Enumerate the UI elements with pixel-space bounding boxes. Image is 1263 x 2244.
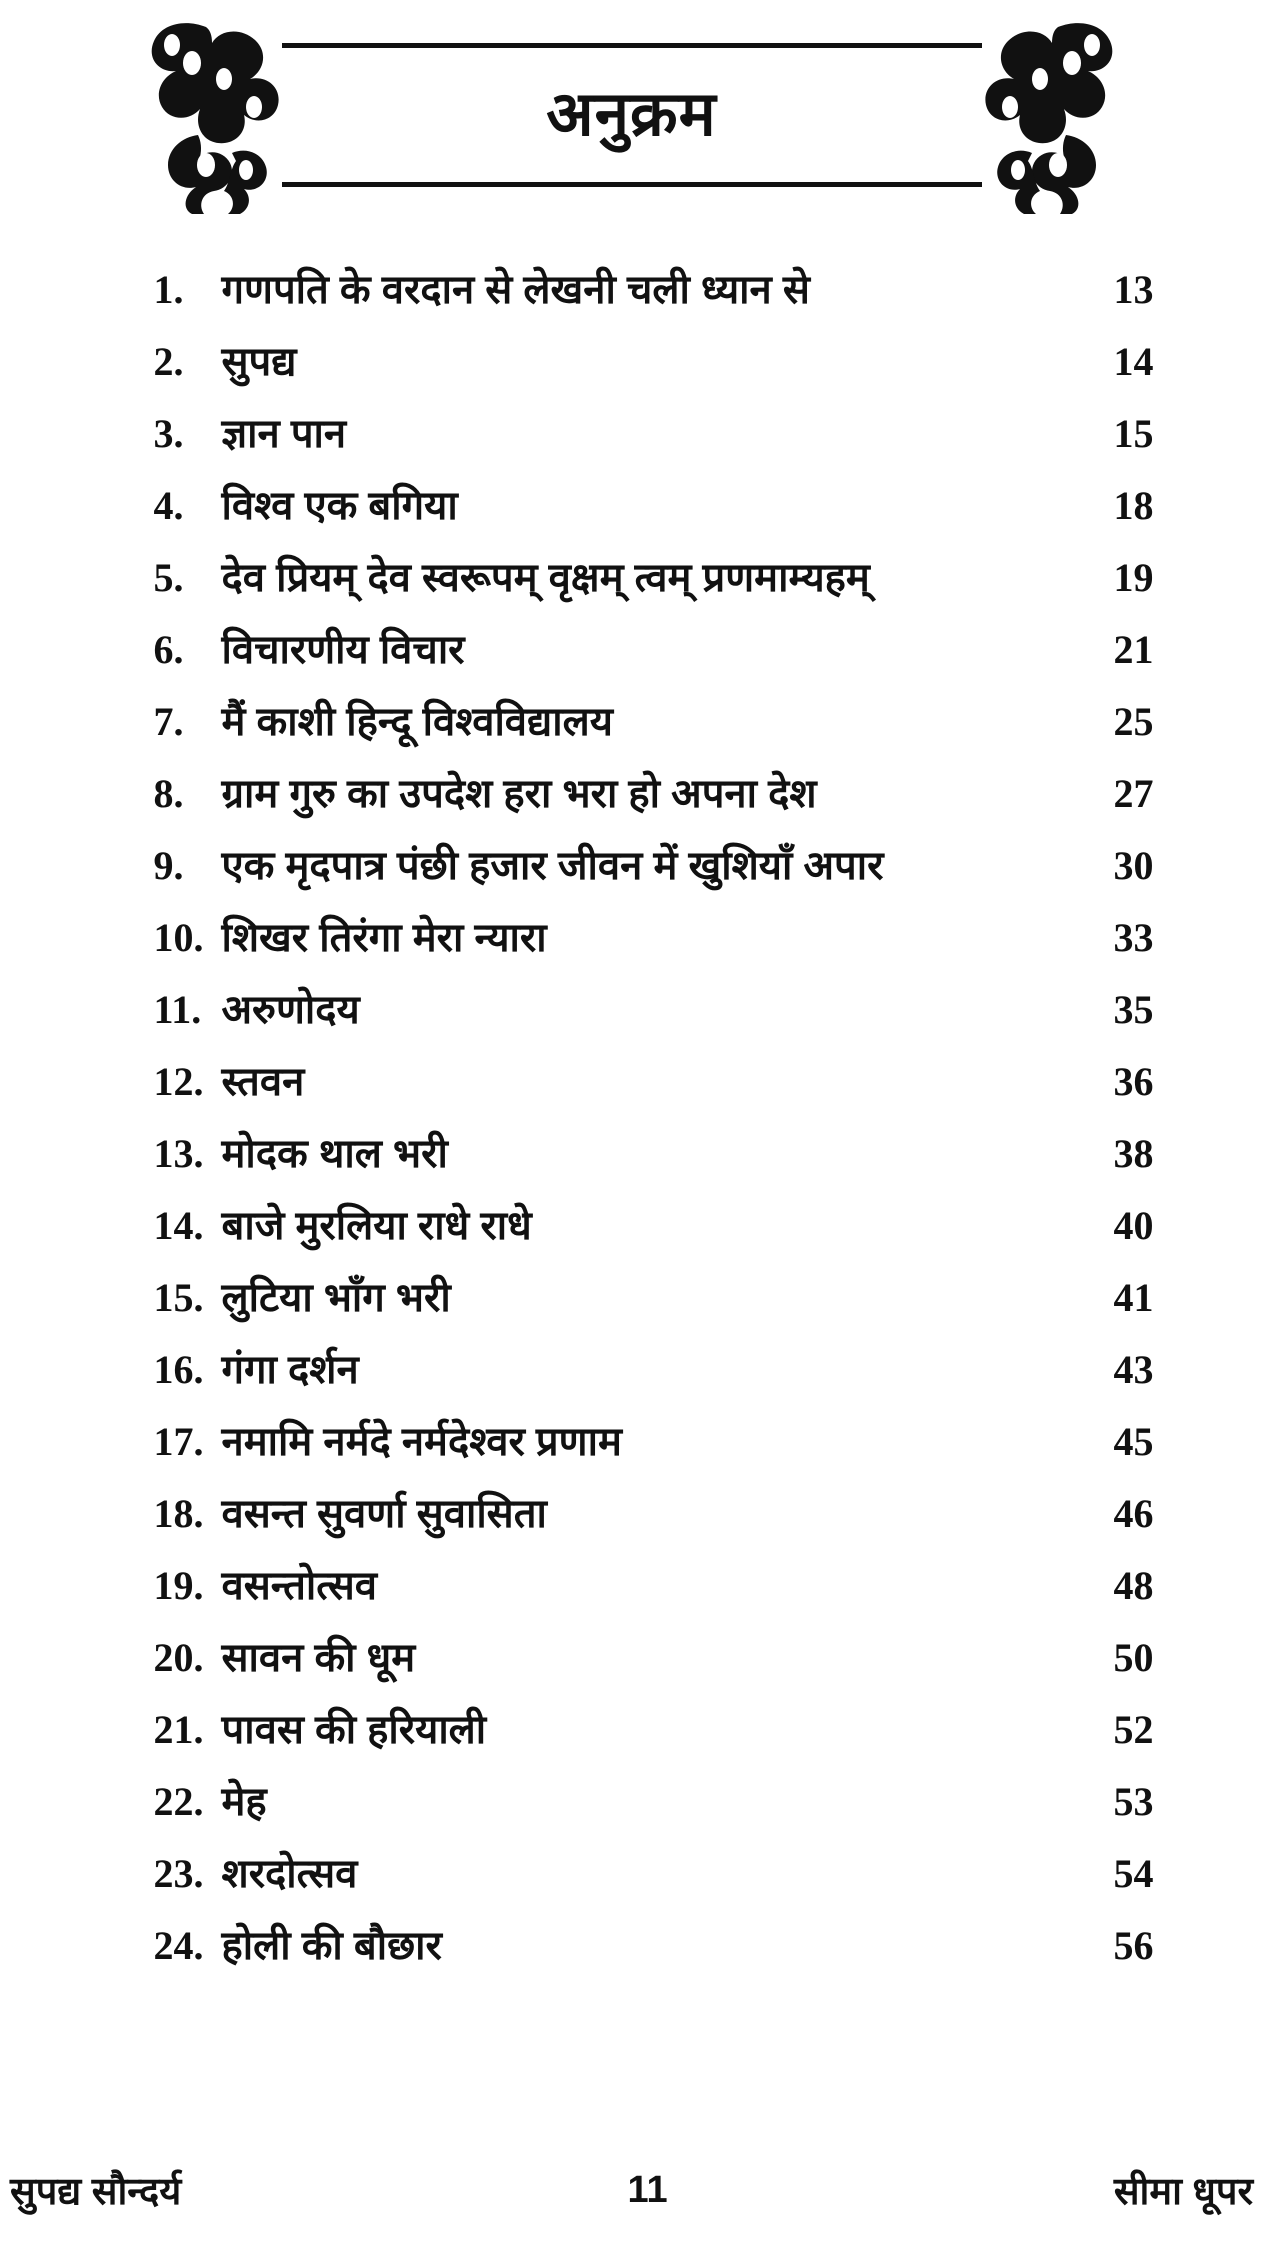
toc-entry-page: 15 xyxy=(1113,411,1154,456)
toc-entry-page: 56 xyxy=(1113,1923,1154,1968)
toc-entry[interactable] xyxy=(92,1268,1172,1340)
toc-entry[interactable] xyxy=(92,1556,1172,1628)
header-rule-bottom xyxy=(282,182,982,187)
toc-entry-number: 9. xyxy=(153,843,184,888)
toc-entry-number: 21. xyxy=(153,1707,204,1752)
toc-entry-title: वसन्त सुवर्णा सुवासिता xyxy=(221,1492,547,1536)
toc-entry[interactable] xyxy=(92,620,1172,692)
toc-entry-number: 10. xyxy=(153,915,204,960)
toc-entry-number: 23. xyxy=(153,1851,204,1896)
toc-entry-number: 4. xyxy=(153,483,184,528)
toc-entry-title: वसन्तोत्सव xyxy=(221,1564,377,1608)
toc-entry-number: 11. xyxy=(153,987,202,1032)
toc-entry[interactable] xyxy=(92,1916,1172,1988)
toc-entry-title: नमामि नर्मदे नर्मदेश्वर प्रणाम xyxy=(221,1420,622,1464)
toc-entry-title: मैं काशी हिन्दू विश्वविद्यालय xyxy=(221,700,613,744)
toc-entry-title: ग्राम गुरु का उपदेश हरा भरा हो अपना देश xyxy=(221,772,817,816)
toc-entry-page: 33 xyxy=(1113,915,1154,960)
header-rule-top xyxy=(282,43,982,48)
toc-entry[interactable] xyxy=(92,1484,1172,1556)
toc-entry-number: 7. xyxy=(153,699,184,744)
toc-entry-title: ज्ञान पान xyxy=(221,412,347,456)
toc-entry-page: 13 xyxy=(1113,267,1154,312)
table-of-contents xyxy=(92,260,1172,1988)
toc-entry-page: 50 xyxy=(1113,1635,1154,1680)
toc-entry[interactable] xyxy=(92,1844,1172,1916)
toc-entry[interactable] xyxy=(92,1052,1172,1124)
toc-entry-number: 2. xyxy=(153,339,184,384)
toc-entry-page: 30 xyxy=(1113,843,1154,888)
toc-entry-page: 14 xyxy=(1113,339,1154,384)
toc-entry-title: मोदक थाल भरी xyxy=(221,1132,448,1176)
footer-book-title: सुपद्य सौन्दर्य xyxy=(10,2171,182,2213)
toc-entry-number: 13. xyxy=(153,1131,204,1176)
toc-entry-title: होली की बौछार xyxy=(221,1924,442,1968)
toc-entry[interactable] xyxy=(92,1772,1172,1844)
toc-entry-number: 8. xyxy=(153,771,184,816)
toc-entry-title: स्तवन xyxy=(221,1060,305,1104)
header-ornament-band xyxy=(132,15,1132,215)
toc-entry[interactable] xyxy=(92,476,1172,548)
toc-entry[interactable] xyxy=(92,692,1172,764)
toc-entry-title: देव प्रियम् देव स्वरूपम् वृक्षम् त्वम् प्रणमाम्यहम् xyxy=(221,556,870,600)
toc-entry-title: सावन की धूम xyxy=(221,1636,416,1680)
toc-entry-number: 20. xyxy=(153,1635,204,1680)
toc-entry-title: मेह xyxy=(221,1780,267,1824)
toc-entry-page: 21 xyxy=(1113,627,1154,672)
toc-entry-title: शरदोत्सव xyxy=(221,1852,358,1896)
toc-entry-title: शिखर तिरंगा मेरा न्यारा xyxy=(221,916,547,960)
toc-entry[interactable] xyxy=(92,908,1172,980)
toc-entry-page: 36 xyxy=(1113,1059,1154,1104)
toc-entry-title: गंगा दर्शन xyxy=(221,1348,359,1392)
toc-entry-number: 15. xyxy=(153,1275,204,1320)
toc-entry-number: 17. xyxy=(153,1419,204,1464)
toc-entry-page: 19 xyxy=(1113,555,1154,600)
toc-entry-number: 19. xyxy=(153,1563,204,1608)
toc-entry-page: 41 xyxy=(1113,1275,1154,1320)
toc-entry-page: 35 xyxy=(1113,987,1154,1032)
toc-entry-title: विचारणीय विचार xyxy=(221,628,465,672)
toc-entry[interactable] xyxy=(92,1628,1172,1700)
toc-entry-page: 38 xyxy=(1113,1131,1154,1176)
toc-entry-title: सुपद्य xyxy=(221,340,297,384)
toc-entry[interactable] xyxy=(92,548,1172,620)
toc-entry-number: 18. xyxy=(153,1491,204,1536)
toc-entry-title: एक मृदपात्र पंछी हजार जीवन में खुशियाँ अपार xyxy=(221,844,884,888)
toc-entry[interactable] xyxy=(92,1412,1172,1484)
toc-entry-title: पावस की हरियाली xyxy=(221,1708,487,1752)
toc-entry-page: 48 xyxy=(1113,1563,1154,1608)
footer-page-number: 11 xyxy=(627,2168,668,2211)
toc-entry-title: अरुणोदय xyxy=(221,988,360,1032)
toc-entry-page: 54 xyxy=(1113,1851,1154,1896)
toc-entry-page: 25 xyxy=(1113,699,1154,744)
toc-entry-number: 22. xyxy=(153,1779,204,1824)
toc-entry[interactable] xyxy=(92,1700,1172,1772)
header-rules xyxy=(282,15,982,215)
toc-entry-title: विश्व एक बगिया xyxy=(221,484,458,528)
toc-entry[interactable] xyxy=(92,332,1172,404)
toc-entry[interactable] xyxy=(92,260,1172,332)
footer-author-name: सीमा धूपर xyxy=(1113,2171,1253,2213)
toc-entry-number: 14. xyxy=(153,1203,204,1248)
toc-entry[interactable] xyxy=(92,764,1172,836)
toc-entry[interactable] xyxy=(92,1340,1172,1412)
toc-entry[interactable] xyxy=(92,1196,1172,1268)
toc-entry-title: गणपति के वरदान से लेखनी चली ध्यान से xyxy=(221,268,810,312)
toc-entry-number: 3. xyxy=(153,411,184,456)
toc-entry-page: 53 xyxy=(1113,1779,1154,1824)
toc-entry[interactable] xyxy=(92,1124,1172,1196)
toc-entry-number: 24. xyxy=(153,1923,204,1968)
toc-entry-number: 1. xyxy=(153,267,184,312)
toc-entry-page: 45 xyxy=(1113,1419,1154,1464)
toc-entry-page: 43 xyxy=(1113,1347,1154,1392)
toc-entry[interactable] xyxy=(92,980,1172,1052)
toc-entry-page: 40 xyxy=(1113,1203,1154,1248)
page-footer xyxy=(0,2160,1263,2220)
toc-entry-number: 16. xyxy=(153,1347,204,1392)
page-header xyxy=(0,0,1263,230)
toc-entry[interactable] xyxy=(92,404,1172,476)
toc-entry-number: 6. xyxy=(153,627,184,672)
toc-entry-page: 27 xyxy=(1113,771,1154,816)
toc-entry[interactable] xyxy=(92,836,1172,908)
toc-entry-number: 12. xyxy=(153,1059,204,1104)
toc-entry-page: 46 xyxy=(1113,1491,1154,1536)
toc-entry-page: 18 xyxy=(1113,483,1154,528)
toc-entry-title: बाजे मुरलिया राधे राधे xyxy=(221,1204,532,1248)
toc-entry-number: 5. xyxy=(153,555,184,600)
page-title: अनुक्रम xyxy=(528,84,734,146)
floral-ornament-icon xyxy=(982,15,1132,215)
toc-entry-title: लुटिया भाँग भरी xyxy=(221,1276,451,1320)
floral-ornament-icon xyxy=(132,15,282,215)
toc-entry-page: 52 xyxy=(1113,1707,1154,1752)
